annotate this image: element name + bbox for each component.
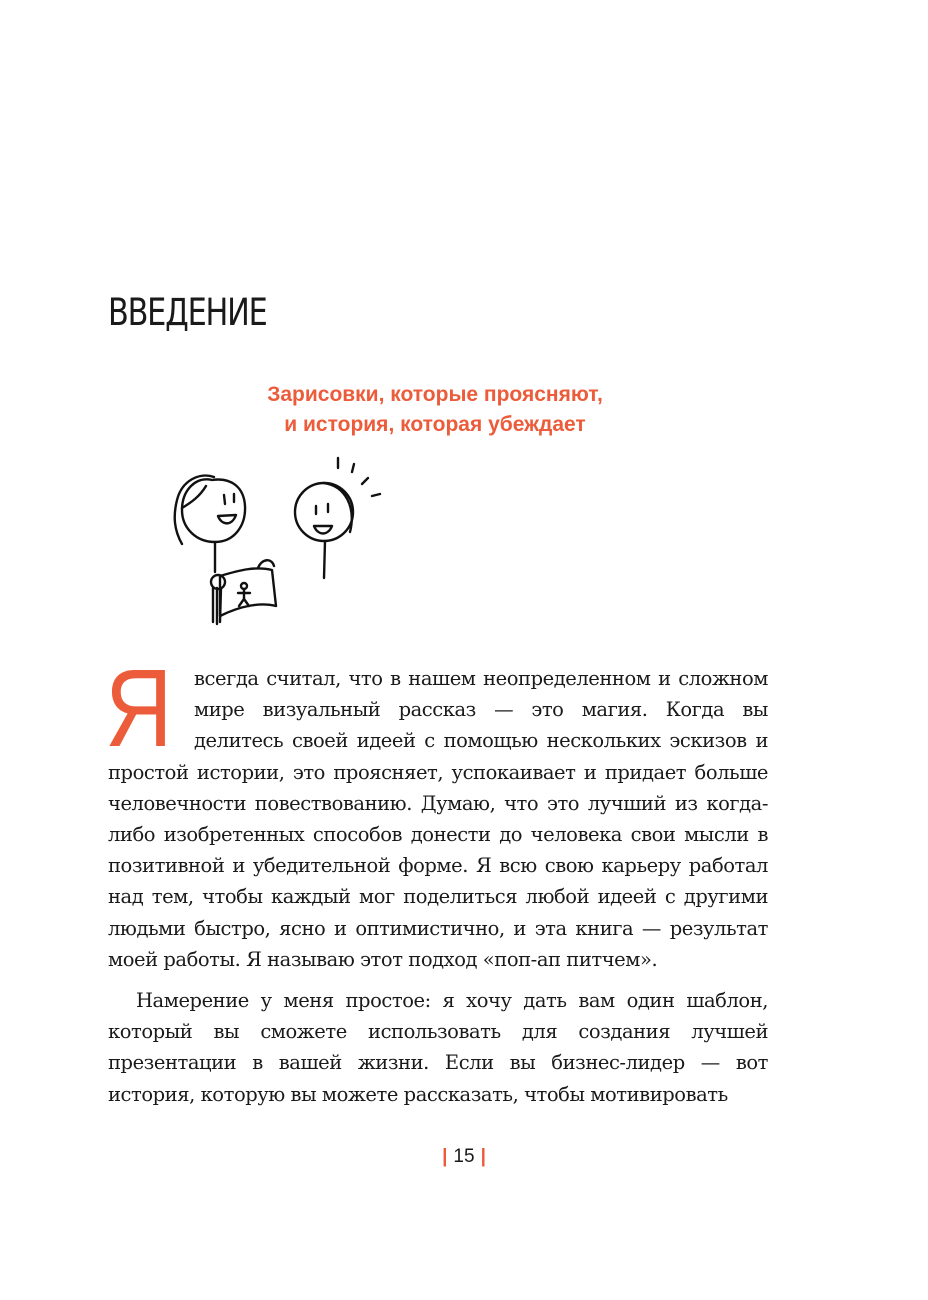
page-number [0, 1143, 928, 1171]
page-number-value: 15 [453, 1146, 475, 1167]
page-number-bar-right: | [480, 1146, 486, 1167]
chapter-subtitle [190, 380, 680, 440]
sketch-person-right [295, 458, 380, 578]
paragraph-1-text: всегда считал, что в нашем неопределенном и сложном мире визуальный рассказ — это магия. Когда вы делитесь своей идеей с помощью нескольких эскизов и простой истории, это проясняет, успокаивает и придает больше человечности повествованию. Думаю, что это лучший из когда-либо изобретенных способов донести до человека свои мысли в позитивной и убедительной форме. Я всю свою карьеру работал над тем, чтобы каждый мог поделиться любой идеей с другими людьми быстро, ясно и оптимистично, и эта книга — результат моей работы. Я называю этот подход «поп-ап питчем». [108, 667, 768, 971]
drop-cap: Я [105, 647, 173, 770]
subtitle-line-2: и история, которая убеждает [284, 413, 586, 436]
paragraph-2: Намерение у меня простое: я хочу дать вам один шаблон, который вы сможете использовать для создания лучшей презентации в вашей жизни. Если вы бизнес-лидер — вот история, которую вы можете рассказать, чтобы мотивировать [108, 989, 768, 1106]
page-number-bar-left: | [442, 1146, 448, 1167]
sketch-person-left [175, 476, 276, 624]
body-text [105, 647, 768, 1110]
chapter-title: ВВЕДЕНИЕ [108, 291, 267, 334]
paragraph-1 [105, 647, 768, 975]
sketch-illustration [160, 450, 400, 635]
subtitle-line-1: Зарисовки, которые проясняют, [267, 383, 603, 406]
